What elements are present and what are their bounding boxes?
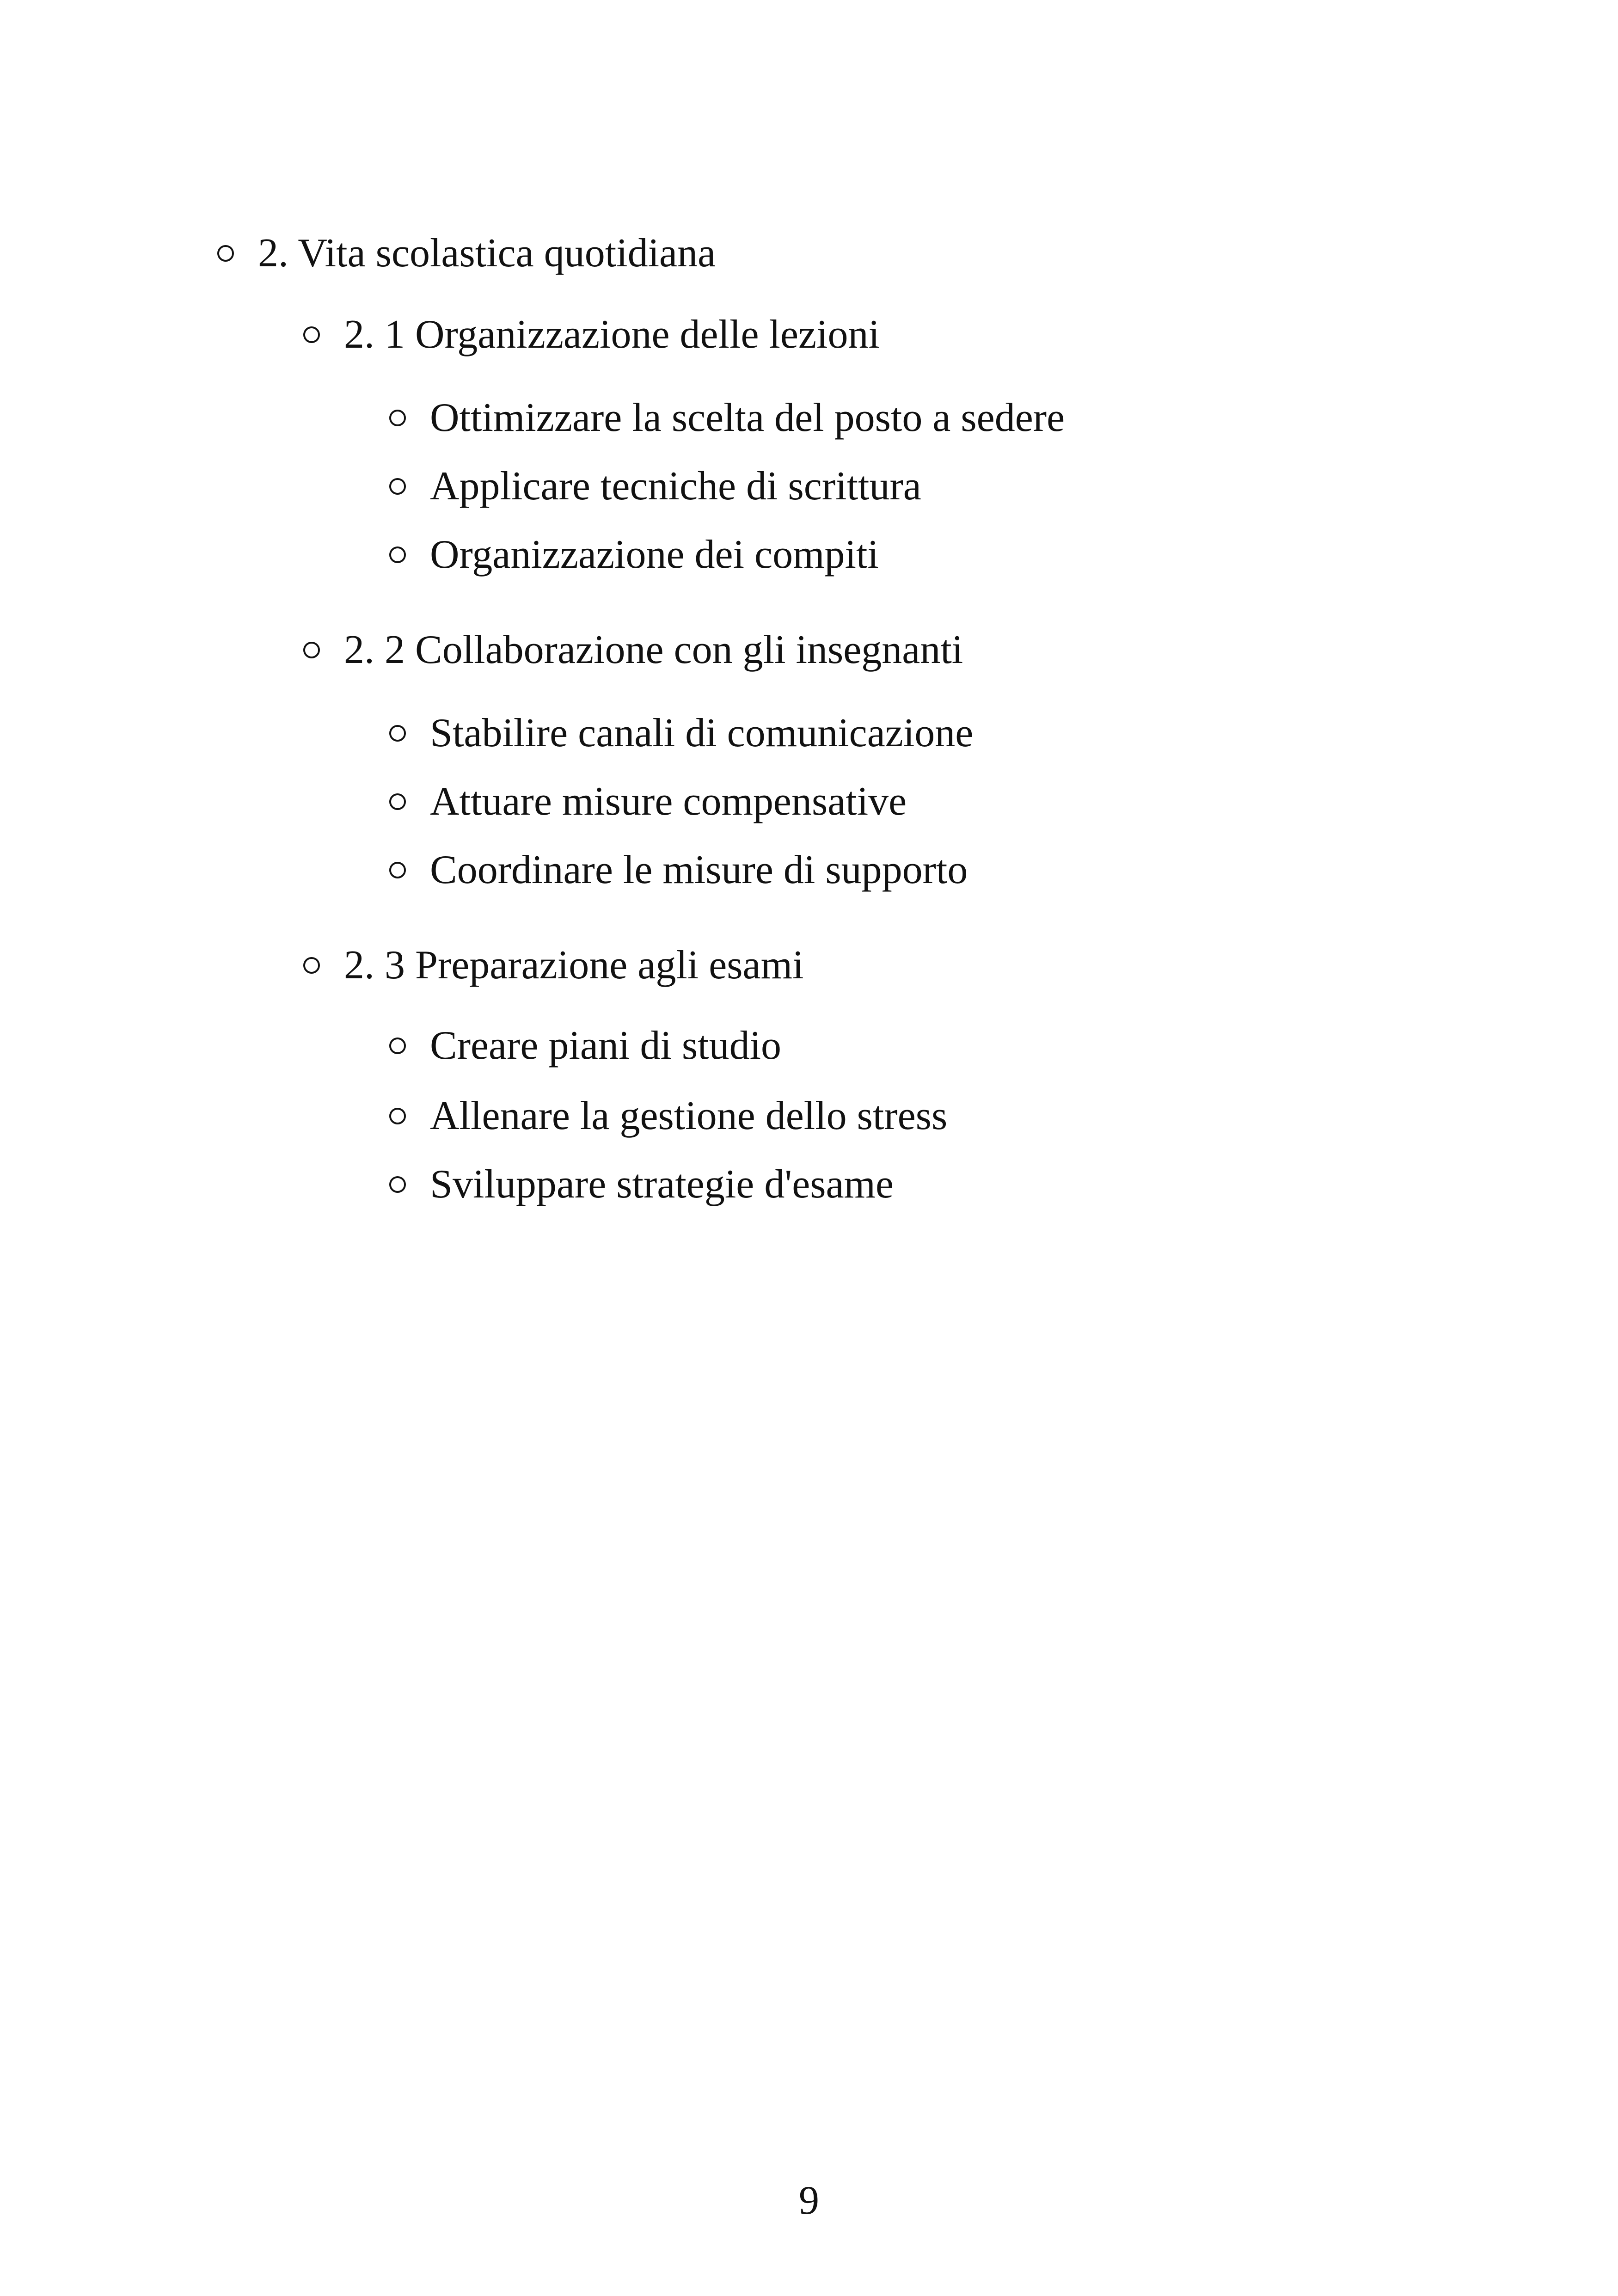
outline-level-3-item	[389, 1088, 947, 1144]
outline-level-3-item	[389, 390, 1065, 446]
outline-level-3-item	[389, 842, 968, 898]
list-item: Creare piani di studio	[430, 1023, 782, 1068]
hollow-circle-bullet-icon	[389, 793, 406, 810]
list-item: Allenare la gestione dello stress	[430, 1093, 948, 1138]
outline-level-2-item	[303, 622, 963, 678]
list-item: Coordinare le misure di supporto	[430, 847, 968, 892]
section-heading: 2. Vita scolastica quotidiana	[258, 231, 716, 276]
hollow-circle-bullet-icon	[303, 957, 320, 974]
list-item: Applicare tecniche di scrittura	[430, 464, 921, 509]
list-item: Stabilire canali di comunicazione	[430, 711, 974, 755]
hollow-circle-bullet-icon	[303, 326, 320, 343]
hollow-circle-bullet-icon	[389, 1176, 406, 1193]
outline-level-3-item	[389, 1157, 894, 1212]
list-item: Ottimizzare la scelta del posto a sedere	[430, 395, 1065, 440]
hollow-circle-bullet-icon	[389, 546, 406, 563]
hollow-circle-bullet-icon	[389, 1108, 406, 1124]
outline-level-3-item	[389, 527, 879, 583]
hollow-circle-bullet-icon	[389, 725, 406, 742]
hollow-circle-bullet-icon	[389, 478, 406, 495]
list-item: Sviluppare strategie d'esame	[430, 1162, 894, 1207]
outline-level-1-item	[217, 226, 716, 281]
hollow-circle-bullet-icon	[303, 642, 320, 658]
hollow-circle-bullet-icon	[389, 1037, 406, 1054]
hollow-circle-bullet-icon	[389, 410, 406, 426]
subsection-heading: 2. 3 Preparazione agli esami	[344, 943, 804, 988]
outline-level-2-item	[303, 307, 880, 362]
outline-level-3-item	[389, 706, 973, 761]
page-number: 9	[799, 2178, 819, 2223]
list-item: Attuare misure compensative	[430, 779, 907, 824]
subsection-heading: 2. 2 Collaborazione con gli insegnanti	[344, 627, 963, 672]
hollow-circle-bullet-icon	[217, 245, 234, 262]
outline-level-3-item	[389, 774, 907, 829]
list-item: Organizzazione dei compiti	[430, 532, 879, 577]
outline-level-2-item	[303, 938, 804, 993]
subsection-heading: 2. 1 Organizzazione delle lezioni	[344, 312, 880, 357]
outline-level-3-item	[389, 1018, 781, 1074]
outline-level-3-item	[389, 459, 921, 514]
hollow-circle-bullet-icon	[389, 862, 406, 878]
